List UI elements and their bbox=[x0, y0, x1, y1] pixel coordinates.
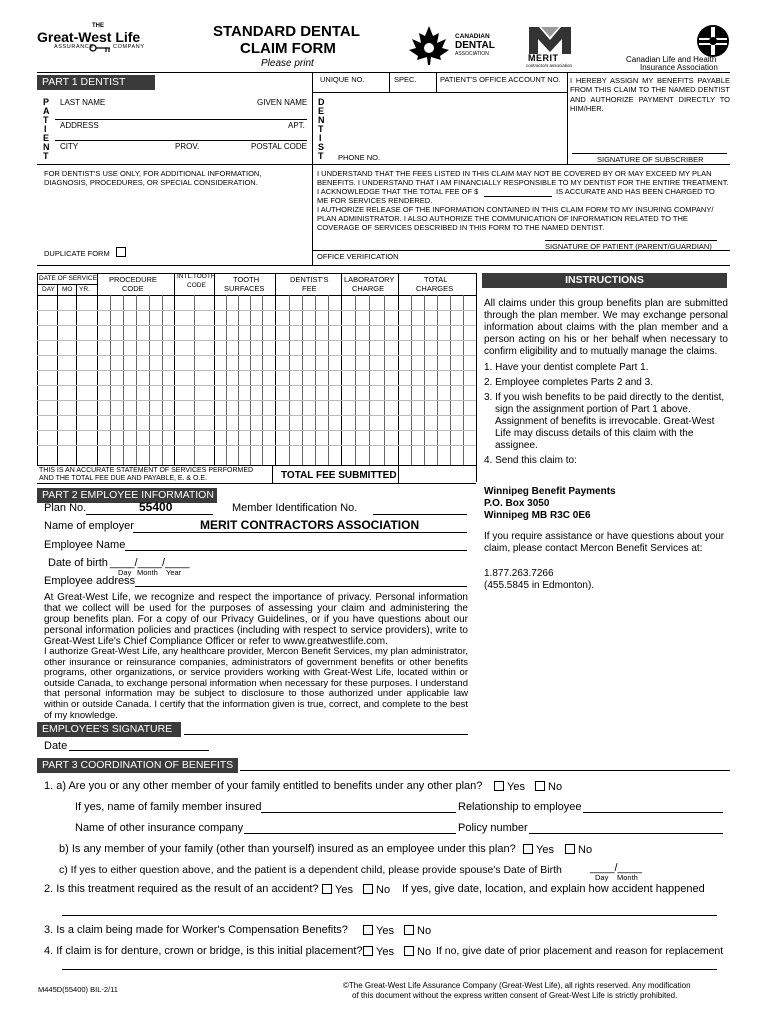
col-dentist-fee: DENTIST'S bbox=[290, 275, 329, 284]
col-date-of-service: DATE OF SERVICE bbox=[39, 275, 97, 282]
spec-label: SPEC. bbox=[394, 75, 417, 84]
instructions-title: INSTRUCTIONS bbox=[482, 273, 727, 288]
merit-sub: contractors association bbox=[526, 63, 573, 68]
statement-line2: AND THE TOTAL FEE DUE AND PAYABLE, E. & O.E. bbox=[39, 475, 208, 482]
logo-company: COMPANY bbox=[113, 44, 145, 50]
patient-letter: I bbox=[44, 124, 47, 134]
clhia-emblem-icon bbox=[696, 24, 730, 58]
merit-m-icon bbox=[527, 25, 573, 55]
copyright-line1: ©The Great-West Life Assurance Company (Great-West Life), all rights reserved. Any modification bbox=[343, 981, 691, 990]
col-laboratory: LABORATORY bbox=[344, 275, 395, 284]
instructions-step3-line: assignee. bbox=[495, 440, 538, 451]
dentist-letter: T bbox=[318, 151, 324, 161]
ack-line: ME FOR SERVICES RENDERED. bbox=[317, 196, 433, 205]
ack-line: I ACKNOWLEDGE THAT THE TOTAL FEE OF $ bbox=[317, 187, 479, 196]
accident-explanation-field[interactable] bbox=[62, 915, 717, 916]
q1a-yes-checkbox[interactable] bbox=[494, 781, 504, 791]
employee-name-label: Employee Name bbox=[44, 539, 126, 551]
q1a-no[interactable] bbox=[535, 781, 562, 793]
ack-line: IS ACCURATE AND HAS BEEN CHARGED TO bbox=[556, 187, 715, 196]
instructions-help: If you require assistance or have questions about your claim, please contact Mercon Benefit Services at: bbox=[484, 531, 725, 554]
q1a-text: 1. a) Are you or any other member of your family entitled to benefits under any other plan? bbox=[44, 780, 483, 792]
no-label: No bbox=[578, 844, 593, 856]
table-row[interactable] bbox=[37, 310, 476, 311]
apt-label: APT. bbox=[288, 121, 305, 130]
given-name-label: GIVEN NAME bbox=[257, 98, 308, 107]
table-row[interactable] bbox=[37, 385, 476, 386]
city-label: CITY bbox=[60, 142, 79, 151]
last-name-label: LAST NAME bbox=[60, 98, 106, 107]
other-company-field[interactable] bbox=[244, 833, 456, 834]
col-procedure: PROCEDURE bbox=[109, 275, 157, 284]
q1b-text: b) Is any member of your family (other than yourself) insured as an employee under this plan? bbox=[59, 843, 516, 855]
form-title-line2: CLAIM FORM bbox=[240, 40, 336, 57]
office-verification-label: OFFICE VERIFICATION bbox=[317, 252, 399, 261]
table-row[interactable] bbox=[37, 430, 476, 431]
form-title-line1: STANDARD DENTAL bbox=[213, 23, 360, 40]
yes-label: Yes bbox=[335, 884, 353, 896]
yes-label: Yes bbox=[536, 844, 554, 856]
q3-yes[interactable] bbox=[363, 925, 394, 937]
instructions-step3-line: Assignment of benefits is irrevocable. Great-West bbox=[495, 416, 715, 427]
col-procedure-code: CODE bbox=[122, 284, 144, 293]
q1b-yes[interactable] bbox=[523, 844, 554, 856]
help-phone: 1.877.263.7266 bbox=[484, 568, 554, 579]
ack-line: BENEFITS. I UNDERSTAND THAT I AM FINANCIALLY RESPONSIBLE TO MY DENTIST FOR THE ENTIRE TREATMENT. bbox=[317, 178, 729, 187]
table-row[interactable] bbox=[37, 325, 476, 326]
instructions-step4: 4. Send this claim to: bbox=[484, 455, 577, 466]
col-total: TOTAL bbox=[424, 275, 448, 284]
other-company-label: Name of other insurance company bbox=[75, 822, 244, 834]
part3-title: PART 3 COORDINATION OF BENEFITS bbox=[37, 758, 238, 773]
assign-benefits-text: I HEREBY ASSIGN MY BENEFITS PAYABLE FROM THIS CLAIM TO THE NAMED DENTIST AND AUTHORIZE PAYMENT DIRECTLY TO HIM/HER. bbox=[570, 76, 730, 113]
table-row[interactable] bbox=[37, 445, 476, 446]
duplicate-form-label: DUPLICATE FORM bbox=[44, 249, 110, 258]
dentist-use-line2: DIAGNOSIS, PROCEDURES, OR SPECIAL CONSIDERATION. bbox=[44, 178, 258, 187]
dentist-letter: I bbox=[319, 133, 322, 143]
col-surfaces: SURFACES bbox=[224, 284, 265, 293]
table-row[interactable] bbox=[37, 355, 476, 356]
employer-label: Name of employer bbox=[44, 520, 134, 532]
ack-line: I AUTHORIZE RELEASE OF THE INFORMATION CONTAINED IN THIS CLAIM FORM TO MY INSURING COMPANY/ bbox=[317, 205, 714, 214]
date-label: Date bbox=[44, 740, 68, 752]
cda-dental: DENTAL bbox=[455, 40, 495, 51]
q4-text: 4. If claim is for denture, crown or bridge, is this initial placement? bbox=[44, 945, 363, 957]
q1b-no[interactable] bbox=[565, 844, 592, 856]
no-label: No bbox=[376, 884, 391, 896]
patient-letter: T bbox=[43, 151, 49, 161]
instructions-step3-line: sign the assignment portion of Part 1 above. bbox=[495, 404, 691, 415]
logo-the: THE bbox=[92, 23, 104, 29]
member-id-label: Member Identification No. bbox=[232, 502, 358, 514]
ack-line: PLAN ADMINISTRATOR. I ALSO AUTHORIZE THE COMMUNICATION OF INFORMATION RELATED TO THE bbox=[317, 214, 688, 223]
q4-yes-checkbox[interactable] bbox=[363, 946, 373, 956]
total-fee-submitted-label: TOTAL FEE SUBMITTED bbox=[281, 470, 397, 481]
instructions-intro: All claims under this group benefits plan are submitted through the plan member. We may exchange personal information about claims with the plan member and a person acting on his or her behalf when necessary to confirm eligibility and to mutually manage the claims. bbox=[484, 298, 728, 357]
col-mo: MO bbox=[62, 286, 73, 293]
table-row[interactable] bbox=[37, 400, 476, 401]
employee-name-field[interactable] bbox=[125, 550, 467, 551]
q2-no[interactable] bbox=[363, 884, 390, 896]
table-row[interactable] bbox=[37, 340, 476, 341]
dentist-letter: N bbox=[318, 115, 325, 125]
policy-number-field[interactable] bbox=[529, 833, 723, 834]
replacement-explanation-field[interactable] bbox=[62, 969, 717, 970]
plan-no-label: Plan No. bbox=[44, 502, 87, 514]
no-label: No bbox=[548, 781, 563, 793]
cda-canadian: CANADIAN bbox=[455, 33, 490, 40]
clhia-line2: Insurance Association bbox=[640, 63, 718, 72]
spouse-dob-field[interactable]: ____/____ bbox=[590, 862, 642, 874]
patient-signature-line[interactable] bbox=[545, 240, 717, 241]
table-row[interactable] bbox=[37, 415, 476, 416]
q1a-no-checkbox[interactable] bbox=[535, 781, 545, 791]
authorization-statement: I authorize Great-West Life, any healthcare provider, Mercon Benefit Services, my plan administrator, other insurance or reinsurance companies, administrators of government benefits or other benefits programs, other organizations, or service providers working with Great-West Life, located within or outside Canada, to exchange personal information when necessary for these purposes. I understand that personal information may be subject to disclosure to those authorized under applicable law within or outside Canada. I certify that the information given is true, correct, and complete to the best of my knowledge. bbox=[44, 646, 468, 721]
q2-no-checkbox[interactable] bbox=[363, 884, 373, 894]
policy-number-label: Policy number bbox=[458, 822, 528, 834]
col-fee: FEE bbox=[302, 284, 317, 293]
dob-label: Date of birth bbox=[48, 557, 108, 569]
q2-text: 2. Is this treatment required as the result of an accident? bbox=[44, 883, 319, 895]
yes-label: Yes bbox=[376, 925, 394, 937]
employee-signature-title: EMPLOYEE'S SIGNATURE bbox=[37, 722, 181, 737]
q3-no-checkbox[interactable] bbox=[404, 925, 414, 935]
q3-text: 3. Is a claim being made for Worker's Compensation Benefits? bbox=[44, 924, 348, 936]
relationship-label: Relationship to employee bbox=[458, 801, 582, 813]
unique-no-label: UNIQUE NO. bbox=[320, 75, 365, 84]
dentist-letter: S bbox=[318, 142, 325, 152]
q4-no-checkbox[interactable] bbox=[404, 946, 414, 956]
name-field-line[interactable] bbox=[55, 119, 307, 120]
q2-yes-checkbox[interactable] bbox=[322, 884, 332, 894]
dentist-letter: E bbox=[318, 106, 325, 116]
form-code: M445D(55400) BIL-2/11 bbox=[38, 985, 118, 994]
ack-line: COVERAGE OF SERVICES DESCRIBED IN THIS FORM TO THE NAMED DENTIST. bbox=[317, 223, 605, 232]
dob-day-label: Day bbox=[118, 568, 132, 577]
duplicate-form-checkbox[interactable] bbox=[116, 247, 126, 257]
cda-association: ASSOCIATION bbox=[455, 51, 489, 57]
part2-title: PART 2 EMPLOYEE INFORMATION bbox=[37, 488, 217, 503]
merit-name: MERIT bbox=[528, 53, 559, 63]
spouse-month-label: Month bbox=[617, 873, 638, 882]
q4-explain-label: If no, give date of prior placement and reason for replacement bbox=[436, 945, 724, 957]
family-member-label: If yes, name of family member insured bbox=[75, 801, 262, 813]
q3-no[interactable] bbox=[404, 925, 431, 937]
signature-patient-label: SIGNATURE OF PATIENT (PARENT/GUARDIAN) bbox=[545, 242, 712, 251]
signature-date-field[interactable] bbox=[69, 750, 209, 751]
dentist-letter: T bbox=[318, 124, 324, 134]
q2-explain-label: If yes, give date, location, and explain how accident happened bbox=[402, 883, 705, 895]
key-icon bbox=[89, 43, 111, 53]
dob-field[interactable]: ____/____/____ bbox=[110, 557, 190, 569]
q1b-yes-checkbox[interactable] bbox=[523, 844, 533, 854]
statement-line1: THIS IS AN ACCURATE STATEMENT OF SERVICES PERFORMED bbox=[39, 467, 254, 474]
col-intl-code: CODE bbox=[187, 282, 206, 289]
office-account-label: PATIENT'S OFFICE ACCOUNT NO. bbox=[440, 75, 561, 84]
please-print: Please print bbox=[261, 58, 314, 69]
patient-letter: P bbox=[43, 97, 50, 107]
family-member-field[interactable] bbox=[261, 812, 456, 813]
q3-yes-checkbox[interactable] bbox=[363, 925, 373, 935]
instructions-step2: 2. Employee completes Parts 2 and 3. bbox=[484, 377, 653, 388]
q4-no[interactable] bbox=[404, 946, 431, 958]
copyright-line2: of this document without the express written consent of Great-West Life is strictly prohibited. bbox=[352, 991, 678, 1000]
yes-label: Yes bbox=[376, 946, 394, 958]
signature-subscriber-label: SIGNATURE OF SUBSCRIBER bbox=[597, 155, 704, 164]
q4-yes[interactable] bbox=[363, 946, 394, 958]
total-fee-input-line[interactable] bbox=[484, 196, 552, 197]
patient-letter: N bbox=[43, 142, 50, 152]
help-phone-edmonton: (455.5845 in Edmonton). bbox=[484, 580, 595, 591]
q1c-text: c) If yes to either question above, and the patient is a dependent child, please provide spouse's Date of Birth bbox=[59, 864, 562, 876]
part1-title: PART 1 DENTIST bbox=[37, 75, 155, 90]
phone-no-label: PHONE NO. bbox=[338, 153, 381, 162]
dentist-use-line1: FOR DENTIST'S USE ONLY, FOR ADDITIONAL INFORMATION, bbox=[44, 169, 262, 178]
col-yr: YR. bbox=[79, 286, 90, 293]
q1a-yes[interactable] bbox=[494, 781, 525, 793]
postal-code-label: POSTAL CODE bbox=[251, 142, 308, 151]
col-tooth: TOOTH bbox=[233, 275, 260, 284]
yes-label: Yes bbox=[507, 781, 525, 793]
col-lab-charge: CHARGE bbox=[352, 284, 385, 293]
employer-value[interactable]: MERIT CONTRACTORS ASSOCIATION bbox=[200, 518, 420, 532]
ack-line: I UNDERSTAND THAT THE FEES LISTED IN THIS CLAIM MAY NOT BE COVERED BY OR MAY EXCEED MY PLAN bbox=[317, 169, 712, 178]
member-id-field[interactable] bbox=[373, 514, 467, 515]
table-row[interactable] bbox=[37, 370, 476, 371]
patient-letter: T bbox=[43, 115, 49, 125]
employee-address-label: Employee address bbox=[44, 575, 136, 587]
dob-month-label: Month bbox=[137, 568, 158, 577]
employee-signature-field[interactable] bbox=[184, 734, 468, 735]
col-day: DAY bbox=[42, 286, 55, 293]
q1b-no-checkbox[interactable] bbox=[565, 844, 575, 854]
patient-letter: E bbox=[43, 133, 50, 143]
employee-address-field[interactable] bbox=[135, 586, 467, 587]
privacy-statement: At Great-West Life, we recognize and respect the importance of privacy. Personal information that we collect will be used for the purposes of assessing your claim and administering the group benefits plan. For a copy of our Privacy Guidelines, or if you have questions about our personal information policies and practices (including with respect to service providers), write to Great-West Life's Chief Compliance Officer or refer to www.greatwestlife.com. bbox=[44, 592, 468, 647]
col-total-charges: CHARGES bbox=[416, 284, 454, 293]
instructions-step3-line: Life may discuss details of this claim with the bbox=[495, 428, 694, 439]
no-label: No bbox=[417, 946, 432, 958]
plan-no-value[interactable]: 55400 bbox=[139, 500, 173, 514]
logo-company-name: Great-West Life bbox=[37, 29, 141, 45]
address-label: ADDRESS bbox=[60, 121, 99, 130]
dentist-letter: D bbox=[318, 97, 325, 107]
q2-yes[interactable] bbox=[322, 884, 353, 896]
maple-leaf-icon bbox=[406, 24, 452, 66]
prov-label: PROV. bbox=[175, 142, 200, 151]
mailing-address-line1: Winnipeg Benefit Payments bbox=[484, 486, 616, 497]
spouse-day-label: Day bbox=[595, 873, 609, 882]
clhia-line1: Canadian Life and Health bbox=[626, 55, 717, 64]
address-field-line[interactable] bbox=[55, 140, 307, 141]
logo-assurance: ASSURANCE bbox=[54, 44, 94, 50]
mailing-address-line2: P.O. Box 3050 bbox=[484, 498, 550, 509]
col-intl-tooth: INTL.TOOTH bbox=[177, 273, 216, 280]
no-label: No bbox=[417, 925, 432, 937]
relationship-field[interactable] bbox=[583, 812, 723, 813]
subscriber-signature-line[interactable] bbox=[572, 153, 727, 154]
mailing-address-line3: Winnipeg MB R3C 0E6 bbox=[484, 510, 591, 521]
instructions-step1: 1. Have your dentist complete Part 1. bbox=[484, 362, 649, 373]
dob-year-label: Year bbox=[166, 568, 182, 577]
patient-letter: A bbox=[43, 106, 50, 116]
instructions-step3: 3. If you wish benefits to be paid directly to the dentist, bbox=[484, 392, 725, 403]
